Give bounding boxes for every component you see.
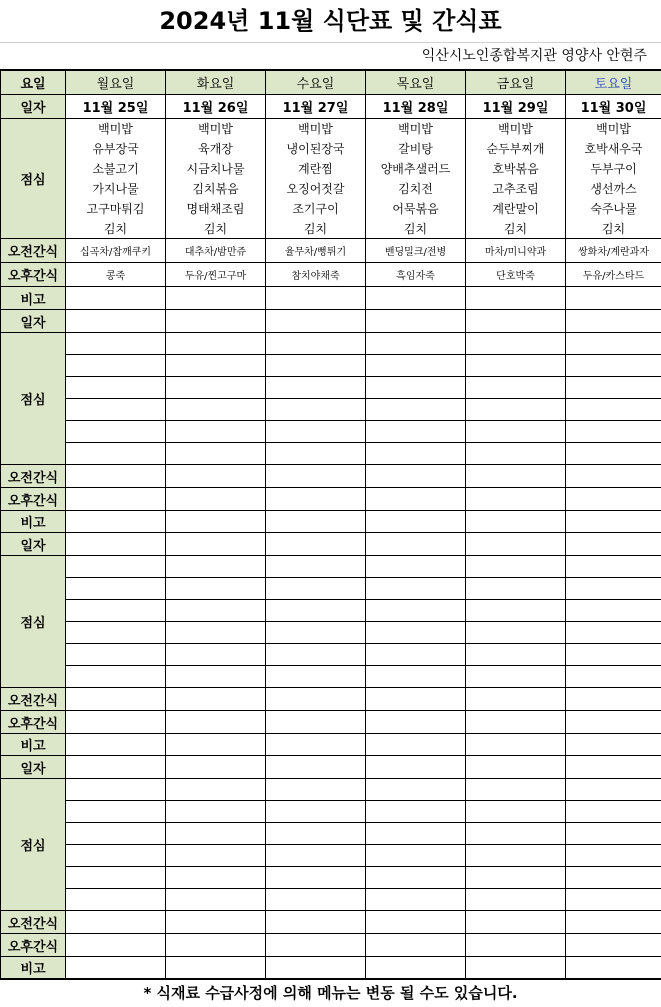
date-cell: [466, 533, 566, 556]
menu-item: [166, 666, 266, 688]
menu-item: [166, 867, 266, 889]
menu-item: [566, 377, 661, 399]
date-cell: [366, 533, 466, 556]
row-label-date: 일자: [1, 756, 66, 779]
am-snack-cell: 쌍화차/계란과자: [566, 239, 661, 263]
menu-item: [166, 644, 266, 666]
menu-item: [266, 644, 366, 666]
date-cell: 11월 30일: [566, 95, 661, 119]
row-label-day: 요일: [1, 71, 66, 95]
menu-item: [566, 421, 661, 443]
row-label-pm-snack: 오후간식: [1, 488, 66, 511]
day-header: 목요일: [366, 71, 466, 95]
menu-item: [166, 779, 266, 801]
menu-item: [66, 823, 166, 845]
menu-item: [266, 377, 366, 399]
menu-item: 갈비탕: [366, 139, 466, 159]
menu-item: [166, 443, 266, 465]
menu-item: [566, 578, 661, 600]
note-cell: [266, 511, 366, 533]
row-label-date: 일자: [1, 533, 66, 556]
menu-item: [466, 355, 566, 377]
pm-snack-cell: [366, 934, 466, 957]
am-snack-cell: [266, 688, 366, 711]
menu-item: [166, 622, 266, 644]
note-cell: [566, 734, 661, 756]
menu-item: [166, 333, 266, 355]
am-snack-cell: [66, 911, 166, 934]
menu-item: [366, 867, 466, 889]
menu-item: [66, 443, 166, 465]
note-cell: [266, 287, 366, 310]
menu-item: [166, 399, 266, 421]
menu-item: 오징어젓갈: [266, 179, 366, 199]
menu-item: [366, 399, 466, 421]
am-snack-cell: [166, 465, 266, 488]
menu-item: [66, 622, 166, 644]
note-cell: [66, 287, 166, 310]
am-snack-cell: 십곡차/찹깨쿠키: [66, 239, 166, 263]
menu-item: [466, 867, 566, 889]
pm-snack-cell: 흑임자죽: [366, 263, 466, 287]
date-cell: [266, 533, 366, 556]
date-cell: 11월 25일: [66, 95, 166, 119]
menu-item: [66, 355, 166, 377]
menu-item: 백미밥: [566, 119, 661, 139]
menu-item: 백미밥: [466, 119, 566, 139]
row-label-pm-snack: 오후간식: [1, 711, 66, 734]
pm-snack-cell: [366, 711, 466, 734]
am-snack-cell: 율무차/뻥튀기: [266, 239, 366, 263]
menu-item: 숙주나물: [566, 199, 661, 219]
date-cell: [166, 533, 266, 556]
menu-item: [166, 889, 266, 911]
menu-item: [566, 600, 661, 622]
menu-item: [266, 845, 366, 867]
menu-item: 호박볶음: [466, 159, 566, 179]
menu-item: [466, 779, 566, 801]
am-snack-cell: [66, 688, 166, 711]
menu-table: [0, 70, 661, 979]
menu-item: [566, 845, 661, 867]
pm-snack-cell: 두유/카스타드: [566, 263, 661, 287]
menu-item: [466, 556, 566, 578]
row-label-note: 비고: [1, 734, 66, 756]
note-cell: [566, 957, 661, 979]
menu-item: 양배추샐러드: [366, 159, 466, 179]
menu-item: [66, 779, 166, 801]
am-snack-cell: [66, 465, 166, 488]
menu-item: [366, 600, 466, 622]
day-header: 수요일: [266, 71, 366, 95]
row-label-am-snack: 오전간식: [1, 465, 66, 488]
pm-snack-cell: [366, 488, 466, 511]
am-snack-cell: [166, 688, 266, 711]
date-cell: [166, 756, 266, 779]
menu-item: [566, 867, 661, 889]
menu-item: [66, 600, 166, 622]
menu-item: [566, 889, 661, 911]
pm-snack-cell: [466, 488, 566, 511]
row-label-lunch: 점심: [1, 119, 66, 239]
footer-note: * 식재료 수급사정에 의해 메뉴는 변동 될 수도 있습니다.: [0, 979, 661, 1007]
pm-snack-cell: [566, 934, 661, 957]
page-title: 2024년 11월 식단표 및 간식표: [0, 0, 661, 43]
date-cell: [466, 310, 566, 333]
menu-item: [66, 889, 166, 911]
menu-item: [566, 666, 661, 688]
pm-snack-cell: [466, 711, 566, 734]
date-cell: [266, 310, 366, 333]
menu-item: [166, 578, 266, 600]
menu-item: [66, 578, 166, 600]
menu-item: [266, 600, 366, 622]
am-snack-cell: [366, 465, 466, 488]
menu-item: [266, 333, 366, 355]
am-snack-cell: [566, 465, 661, 488]
note-cell: [66, 734, 166, 756]
am-snack-cell: [366, 688, 466, 711]
note-cell: [466, 734, 566, 756]
menu-item: [366, 377, 466, 399]
menu-item: [366, 801, 466, 823]
menu-item: 유부장국: [66, 139, 166, 159]
menu-item: [66, 867, 166, 889]
menu-item: 소불고기: [66, 159, 166, 179]
menu-item: 계란말이: [466, 199, 566, 219]
menu-item: [66, 845, 166, 867]
note-cell: [166, 957, 266, 979]
row-label-date: 일자: [1, 95, 66, 119]
row-label-lunch: 점심: [1, 333, 66, 465]
am-snack-cell: 마차/미니약과: [466, 239, 566, 263]
am-snack-cell: [566, 688, 661, 711]
menu-item: [366, 644, 466, 666]
menu-item: [166, 421, 266, 443]
pm-snack-cell: [166, 488, 266, 511]
menu-item: [366, 889, 466, 911]
note-cell: [366, 287, 466, 310]
menu-item: [466, 801, 566, 823]
row-label-am-snack: 오전간식: [1, 688, 66, 711]
menu-item: [66, 556, 166, 578]
menu-item: [266, 578, 366, 600]
menu-item: [266, 556, 366, 578]
menu-item: [566, 823, 661, 845]
menu-item: 백미밥: [266, 119, 366, 139]
menu-item: 시금치나물: [166, 159, 266, 179]
date-cell: [166, 310, 266, 333]
date-cell: 11월 27일: [266, 95, 366, 119]
date-cell: [566, 756, 661, 779]
menu-item: [466, 421, 566, 443]
note-cell: [466, 511, 566, 533]
menu-item: 명태채조림: [166, 199, 266, 219]
row-label-note: 비고: [1, 511, 66, 533]
menu-item: [266, 867, 366, 889]
menu-item: [366, 443, 466, 465]
menu-item: [166, 845, 266, 867]
row-label-am-snack: 오전간식: [1, 911, 66, 934]
menu-item: [366, 823, 466, 845]
menu-item: [266, 801, 366, 823]
menu-item: [66, 801, 166, 823]
menu-item: 호박새우국: [566, 139, 661, 159]
pm-snack-cell: [66, 934, 166, 957]
day-header: 화요일: [166, 71, 266, 95]
pm-snack-cell: [466, 934, 566, 957]
date-cell: [466, 756, 566, 779]
menu-item: 김치전: [366, 179, 466, 199]
menu-item: [366, 355, 466, 377]
am-snack-cell: [466, 911, 566, 934]
row-label-am-snack: 오전간식: [1, 239, 66, 263]
menu-item: [266, 666, 366, 688]
menu-item: 육개장: [166, 139, 266, 159]
menu-item: 두부구이: [566, 159, 661, 179]
row-label-lunch: 점심: [1, 556, 66, 688]
menu-item: [266, 889, 366, 911]
menu-item: 백미밥: [366, 119, 466, 139]
menu-item: [266, 355, 366, 377]
pm-snack-cell: [266, 934, 366, 957]
menu-item: [566, 622, 661, 644]
pm-snack-cell: 참치야채죽: [266, 263, 366, 287]
note-cell: [366, 734, 466, 756]
menu-item: [66, 666, 166, 688]
menu-item: [466, 889, 566, 911]
menu-item: 냉이된장국: [266, 139, 366, 159]
pm-snack-cell: [566, 711, 661, 734]
am-snack-cell: [466, 688, 566, 711]
menu-item: [266, 443, 366, 465]
pm-snack-cell: [166, 711, 266, 734]
menu-item: [466, 377, 566, 399]
pm-snack-cell: 두유/찐고구마: [166, 263, 266, 287]
menu-item: 백미밥: [66, 119, 166, 139]
menu-item: [166, 600, 266, 622]
am-snack-cell: 밴딩밀크/전병: [366, 239, 466, 263]
pm-snack-cell: 단호박죽: [466, 263, 566, 287]
menu-item: [566, 355, 661, 377]
menu-item: 고구마튀김: [66, 199, 166, 219]
note-cell: [166, 511, 266, 533]
menu-item: [366, 556, 466, 578]
date-cell: [266, 756, 366, 779]
date-cell: [366, 756, 466, 779]
menu-item: [366, 779, 466, 801]
note-cell: [166, 287, 266, 310]
note-cell: [166, 734, 266, 756]
day-header: 토요일: [566, 71, 661, 95]
menu-item: [566, 399, 661, 421]
menu-item: 고추조림: [466, 179, 566, 199]
am-snack-cell: [566, 911, 661, 934]
day-header: 월요일: [66, 71, 166, 95]
menu-item: 김치: [366, 219, 466, 239]
date-cell: [566, 310, 661, 333]
menu-item: [166, 377, 266, 399]
menu-item: 김치: [266, 219, 366, 239]
menu-item: [466, 443, 566, 465]
menu-item: [266, 421, 366, 443]
note-cell: [466, 287, 566, 310]
menu-item: 김치: [166, 219, 266, 239]
row-label-note: 비고: [1, 957, 66, 979]
menu-item: [466, 578, 566, 600]
menu-item: [66, 333, 166, 355]
note-cell: [566, 287, 661, 310]
menu-item: [66, 421, 166, 443]
menu-item: [566, 801, 661, 823]
menu-item: [266, 399, 366, 421]
menu-item: [166, 823, 266, 845]
menu-item: [266, 622, 366, 644]
menu-item: 가지나물: [66, 179, 166, 199]
date-cell: [66, 756, 166, 779]
date-cell: [66, 310, 166, 333]
date-cell: 11월 29일: [466, 95, 566, 119]
menu-item: 김치: [566, 219, 661, 239]
day-header: 금요일: [466, 71, 566, 95]
pm-snack-cell: [166, 934, 266, 957]
am-snack-cell: [166, 911, 266, 934]
author-line: 익산시노인종합복지관 영양사 안현주: [0, 43, 661, 70]
date-cell: [366, 310, 466, 333]
menu-item: 계란찜: [266, 159, 366, 179]
menu-item: [366, 333, 466, 355]
menu-item: [466, 333, 566, 355]
menu-item: [366, 666, 466, 688]
menu-item: [466, 622, 566, 644]
menu-item: 조기구이: [266, 199, 366, 219]
menu-item: [166, 556, 266, 578]
menu-item: [266, 779, 366, 801]
menu-item: [266, 823, 366, 845]
menu-item: [566, 333, 661, 355]
menu-item: [166, 355, 266, 377]
note-cell: [266, 734, 366, 756]
menu-item: [466, 644, 566, 666]
note-cell: [466, 957, 566, 979]
menu-item: [566, 644, 661, 666]
pm-snack-cell: [66, 711, 166, 734]
menu-item: [66, 644, 166, 666]
pm-snack-cell: [566, 488, 661, 511]
note-cell: [66, 957, 166, 979]
menu-item: 순두부찌개: [466, 139, 566, 159]
menu-item: [366, 578, 466, 600]
menu-item: [366, 845, 466, 867]
note-cell: [366, 511, 466, 533]
am-snack-cell: 대추차/밤만쥬: [166, 239, 266, 263]
menu-item: 김치볶음: [166, 179, 266, 199]
am-snack-cell: [266, 465, 366, 488]
menu-item: 백미밥: [166, 119, 266, 139]
note-cell: [566, 511, 661, 533]
row-label-note: 비고: [1, 287, 66, 310]
menu-item: [466, 845, 566, 867]
menu-item: [466, 823, 566, 845]
row-label-pm-snack: 오후간식: [1, 263, 66, 287]
menu-item: 어묵볶음: [366, 199, 466, 219]
date-cell: [566, 533, 661, 556]
menu-item: [566, 443, 661, 465]
row-label-lunch: 점심: [1, 779, 66, 911]
menu-item: [566, 556, 661, 578]
menu-item: [366, 622, 466, 644]
note-cell: [266, 957, 366, 979]
date-cell: [66, 533, 166, 556]
pm-snack-cell: [266, 488, 366, 511]
menu-item: [66, 377, 166, 399]
menu-item: 김치: [66, 219, 166, 239]
date-cell: 11월 28일: [366, 95, 466, 119]
menu-item: 김치: [466, 219, 566, 239]
date-cell: 11월 26일: [166, 95, 266, 119]
menu-item: [66, 399, 166, 421]
am-snack-cell: [266, 911, 366, 934]
menu-item: [466, 600, 566, 622]
pm-snack-cell: [66, 488, 166, 511]
menu-item: [566, 779, 661, 801]
note-cell: [66, 511, 166, 533]
menu-item: [166, 801, 266, 823]
am-snack-cell: [466, 465, 566, 488]
am-snack-cell: [366, 911, 466, 934]
row-label-date: 일자: [1, 310, 66, 333]
pm-snack-cell: [266, 711, 366, 734]
row-label-pm-snack: 오후간식: [1, 934, 66, 957]
menu-item: [366, 421, 466, 443]
menu-item: [466, 666, 566, 688]
note-cell: [366, 957, 466, 979]
pm-snack-cell: 콩죽: [66, 263, 166, 287]
menu-item: 생선까스: [566, 179, 661, 199]
menu-item: [466, 399, 566, 421]
